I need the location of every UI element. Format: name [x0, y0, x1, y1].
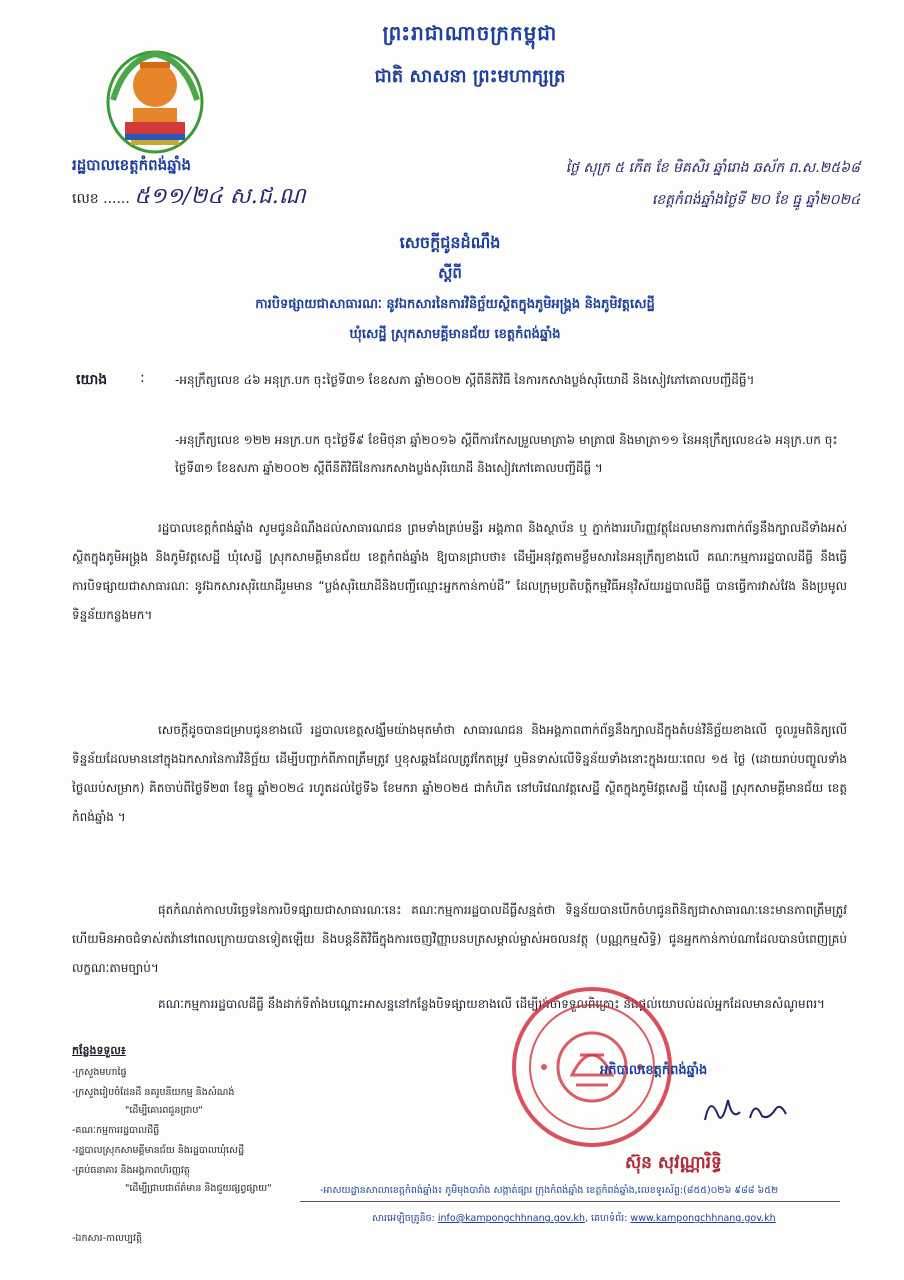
signatory-role: អភិបាលខេត្តកំពង់ឆ្នាំង	[600, 1063, 708, 1078]
recipient-item: -គណៈកម្មការរដ្ឋបាលដីធ្លី	[72, 1125, 160, 1136]
reference-number: លេខ ...... ៥១១/២៤ ស.ជ.ណ	[72, 184, 306, 209]
references-label: យោង	[76, 372, 108, 388]
website-link[interactable]: www.kampongchhnang.gov.kh	[630, 1213, 776, 1224]
body-paragraph-3: ផុតកំណត់កាលបរិច្ឆេទនៃការបិទផ្សាយជាសាធារណៈនេះ គណៈកម្មការរដ្ឋបាលដីធ្លីសន្មត់ថា ទិន្នន័យបានបើកចំហជូនពិនិត្យជាសាធារណៈនេះមានភាពត្រឹមត្រូវ ហើយមិនអាចជំទាស់តវ៉ានៅពេលក្រោយបានទៀតឡើយ និងបន្តនីតិវិធីក្នុងការចេញវិញ្ញាបនបត្រសម្គាល់ម្ចាស់អចលនវត្ថុ (បណ្ណកម្មសិទ្ធិ) ជូនអ្នកកាន់កាប់ណាដែលបានបំពេញគ្រប់លក្ខណៈតាមច្បាប់។	[72, 903, 847, 975]
issuing-authority: រដ្ឋបាលខេត្តកំពង់ឆ្នាំង	[72, 156, 192, 174]
email-link[interactable]: info@kampongchhnang.gov.kh	[437, 1213, 585, 1224]
reference-item: -អនុក្រឹត្យលេខ ៤៦ អនុក្រ.បក ចុះថ្ងៃទី៣១ ខែឧសភា ឆ្នាំ២០០២ ស្តីពីនីតិវិធី នៃការកសាងប្លង់សុរិយោដី និងសៀវភៅគោលបញ្ជីដីធ្លី។	[175, 373, 755, 387]
recipient-item: -រដ្ឋបាលស្រុកសាមគ្គីមានជ័យ និងរដ្ឋបាលឃុំសេដ្ឋី	[72, 1145, 245, 1156]
body-paragraph-4: គណៈកម្មការរដ្ឋបាលដីធ្លី នឹងដាក់ទីតាំងបណ្តោះអាសន្ននៅកន្លែងបិទផ្សាយខាងលើ ដើម្បីរង់ចាំទទួលពិគ្រោះ និងផ្តល់យោបល់ដល់អ្នកដែលមានសំណូមពរ។	[158, 997, 825, 1011]
lunar-date: ថ្ងៃ សុក្រ ៥ កើត ខែ មិគសិរ ឆ្នាំរោង ឆស័ក ព.ស.២៥៦៨	[565, 160, 860, 176]
document-type: សេចក្តីជូនដំណឹង	[399, 233, 501, 252]
footer-address: -អាសយដ្ឋានសាលាខេត្តកំពង់ឆ្នាំង៖ ភូមិមុងបារាំង សង្កាត់ផ្សារ ក្រុងកំពង់ឆ្នាំង ខេត្តកំពង់ឆ្នាំង,លេខទូរស័ព្ទ:(៨៥៥)០២៦ ៩៨៨ ៦៥២	[320, 1185, 779, 1196]
recipient-item: -ក្រសួងមហាផ្ទៃ	[72, 1067, 127, 1078]
recipient-item: -ឯកសារ-កាលប្បវត្តិ	[72, 1233, 142, 1244]
footer-contact	[372, 1212, 842, 1226]
email-label: សារអេឡិចត្រូនិច:	[372, 1213, 435, 1224]
body-paragraph-2: សេចក្តីដូចបានជម្រាបជូនខាងលើ រដ្ឋបាលខេត្តសង្ឃឹមយ៉ាងមុតមាំថា សាធារណជន និងអង្គភាពពាក់ព័ន្ធនឹងក្បាលដីក្នុងតំបន់វិនិច្ឆ័យខាងលើ ចូលរួមពិនិត្យលើទិន្នន័យដែលមាននៅក្នុងឯកសារនៃការវិនិច្ឆ័យ ដើម្បីបញ្ជាក់ពីភាពត្រឹមត្រូវ ឬខុសឆ្គងដែលត្រូវកែតម្រូវ ឬមិនទាស់លើទិន្នន័យទាំងនោះក្នុងរយៈពេល ១៥ ថ្ងៃ (ដោយរាប់បញ្ចូលទាំងថ្ងៃឈប់សម្រាក) គិតចាប់ពីថ្ងៃទី២៣ ខែធ្នូ ឆ្នាំ២០២៤ រហូតដល់ថ្ងៃទី៦ ខែមករា ឆ្នាំ២០២៥ ជាកំហិត នៅបរិវេណវត្តសេដ្ឋី ស្ថិតក្នុងភូមិវត្តសេដ្ឋី ឃុំសេដ្ឋី ស្រុកសាមគ្គីមានជ័យ ខេត្តកំពង់ឆ្នាំង ។	[72, 723, 847, 824]
recipients-label: កន្លែងទទួល៖	[72, 1044, 126, 1057]
recipient-note: "ដើម្បីជ្រាបជាព័ត៌មាន និងជួយផ្សព្វផ្សាយ"	[125, 1183, 272, 1194]
recipient-item: -ក្រសួងរៀបចំដែនដី នគរូបនីយកម្ម និងសំណង់	[72, 1087, 235, 1098]
subject-line-2: ឃុំសេដ្ឋី ស្រុកសាមគ្គីមានជ័យ ខេត្តកំពង់ឆ្នាំង	[349, 327, 561, 342]
references-colon: :	[140, 370, 145, 386]
kingdom-title: ព្រះរាជាណាចក្រកម្ពុជា	[382, 21, 558, 45]
reference-number-value: ៥១១/២៤ ស.ជ.ណ	[134, 184, 306, 209]
website-label: , គេហទំព័រ:	[584, 1213, 628, 1224]
reference-prefix: លេខ	[72, 191, 99, 207]
footer-divider	[300, 1201, 840, 1202]
handwritten-signature	[700, 1090, 820, 1130]
recipient-note: "ដើម្បីគោរពជូនជ្រាប"	[125, 1105, 203, 1116]
body-paragraph-1: រដ្ឋបាលខេត្តកំពង់ឆ្នាំង សូមជូនដំណឹងដល់សាធារណជន ព្រមទាំងគ្រប់មន្ទីរ អង្គភាព និងស្ថាប័ន ឬ ភ្នាក់ងាររហិរញ្ញវត្ថុដែលមានការពាក់ព័ន្ធនឹងក្បាលដីទាំងអស់ស្ថិតក្នុងភូមិអង្គ្រង និងភូមិវត្តសេដ្ឋី ឃុំសេដ្ឋី ស្រុកសាមគ្គីមានជ័យ ខេត្តកំពង់ឆ្នាំង ឱ្យបានជ្រាបថា៖ ដើម្បីអនុវត្តតាមខ្លឹមសារនៃអនុក្រឹត្យខាងលើ គណៈកម្មការរដ្ឋបាលដីធ្លី នឹងធ្វើការបិទផ្សាយជាសាធារណៈ នូវឯកសារសុរិយោដីរួមមាន “ប្លង់សុរិយោដីនិងបញ្ជីឈ្មោះអ្នកកាន់កាប់ដី” ដែលក្រុមប្រតិបត្តិកម្មវិធីអនុវិស័យរដ្ឋបាលដីធ្លី បានធ្វើការវាស់វែង និងប្រមូលទិន្នន័យកន្លងមក។	[72, 521, 847, 622]
about-label: ស្តីពី	[438, 264, 462, 282]
solar-date: ខេត្តកំពង់ឆ្នាំងថ្ងៃទី ២០ ខែ ធ្នូ ឆ្នាំ២០២៤	[651, 192, 860, 208]
signatory-name: ស៊ុន សុវណ្ណារិទ្ធិ	[625, 1153, 722, 1173]
national-motto: ជាតិ សាសនា ព្រះមហាក្សត្រ	[374, 66, 566, 87]
recipient-item: -គ្រប់ធនាគារ និងអង្គភាពហិរញ្ញវត្ថុ	[72, 1165, 190, 1176]
provincial-emblem-logo	[105, 40, 205, 155]
subject-line-1: ការបិទផ្សាយជាសាធារណៈ នូវឯកសារនៃការវិនិច្ឆ័យស្ថិតក្នុងភូមិអង្គ្រង និងភូមិវត្តសេដ្ឋី	[255, 297, 655, 312]
reference-item: -អនុក្រឹត្យលេខ ១២២ អនក្រ.បក ចុះថ្ងៃទី៩ ខែមិថុនា ឆ្នាំ២០១៦ ស្តីពីការកែសម្រួលមាត្រា៦ មាត្រា៧ និងមាត្រា១១ នៃអនុក្រឹត្យលេខ៤៦ អនុក្រ.បក ចុះថ្ងៃទី៣១ ខែឧសភា ឆ្នាំ២០០២ ស្តីពីនីតិវិធីនៃការកសាងប្លង់សុរិយោដី និងសៀវភៅគោលបញ្ជីដីធ្លី ។	[175, 433, 838, 475]
